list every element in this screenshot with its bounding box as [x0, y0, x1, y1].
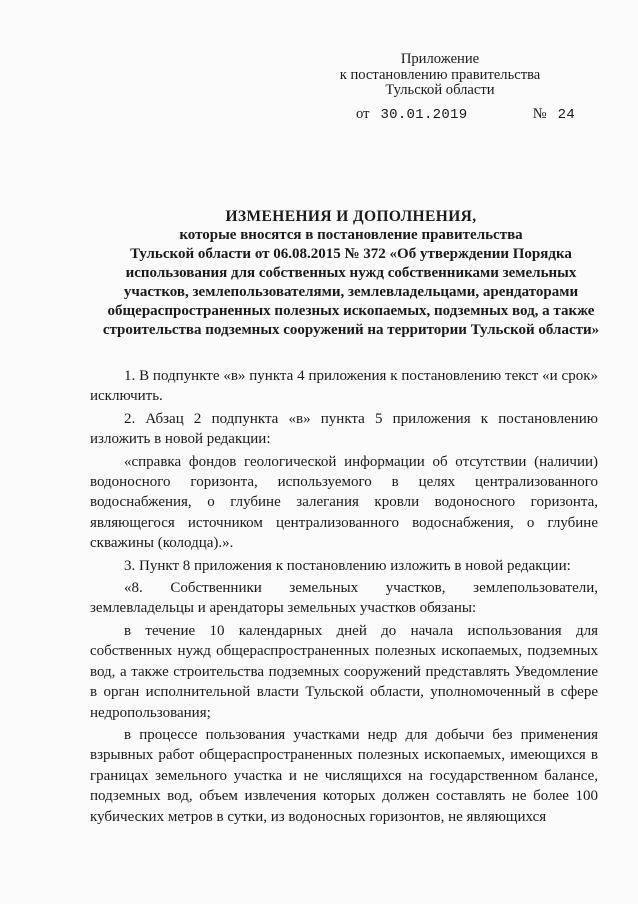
decree-date: 30.01.2019	[380, 107, 468, 123]
title-line: строительства подземных сооружений на территории Тульской области»	[102, 322, 600, 338]
from-label: от	[356, 106, 370, 122]
appendix-header	[330, 52, 550, 99]
title-line: которые вносятся в постановление правительства	[179, 227, 523, 243]
document-title	[78, 207, 624, 340]
body-paragraph: в течение 10 календарных дней до начала использования для собственных нужд общераспространенных полезных ископаемых, подземных вод, а также строительства подземных сооружений представлять Уведомление в орган исполнительной власти Тульской области, уполномоченный в сфере недропользования;	[90, 622, 598, 721]
document-body	[90, 366, 598, 827]
title-line: Тульской области от 06.08.2015 № 372 «Об утверждении Порядка	[130, 246, 572, 262]
appendix-line-3: Тульской области	[385, 82, 495, 98]
title-line: использования для собственных нужд собственниками земельных	[125, 265, 577, 281]
appendix-line-1: Приложение	[400, 51, 480, 67]
date-number-line	[356, 106, 575, 123]
title-line: ИЗМЕНЕНИЯ И ДОПОЛНЕНИЯ,	[225, 208, 477, 225]
body-paragraph: 3. Пункт 8 приложения к постановлению изложить в новой редакции:	[124, 557, 571, 574]
body-paragraph: 2. Абзац 2 подпункта «в» пункта 5 приложения к постановлению изложить в новой редакции:	[90, 410, 598, 448]
number-label: №	[532, 106, 547, 122]
body-paragraph: в процессе пользования участками недр для добычи без применения взрывных работ общераспространенных полезных ископаемых, имеющихся в границах земельного участка и не числящихся на государственном балансе, подземных вод, объем извлечения которых должен составлять не более 100 кубических метров в сутки, из водоносных горизонтов, не являющихся	[90, 726, 598, 825]
body-paragraph: 1. В подпункте «в» пункта 4 приложения к постановлению текст «и срок» исключить.	[90, 368, 598, 405]
appendix-line-2: к постановлению правительства	[339, 66, 541, 83]
body-paragraph: «8. Собственники земельных участков, землепользователи, землевладельцы и арендаторы земельных участков обязаны:	[90, 580, 598, 617]
title-line: участков, землепользователями, землевладельцами, арендаторами	[123, 284, 579, 300]
title-line: общераспространенных полезных ископаемых, подземных вод, а также	[107, 303, 595, 319]
body-paragraph: «справка фондов геологической информации об отсутствии (наличии) водоносного горизонта, используемого в целях централизованного водоснабжения, о глубине залегания кровли водоносного горизонта, являющегося источником централизованного водоснабжения, о глубине скважины (колодца).».	[90, 453, 598, 552]
decree-number: 24	[557, 107, 576, 123]
